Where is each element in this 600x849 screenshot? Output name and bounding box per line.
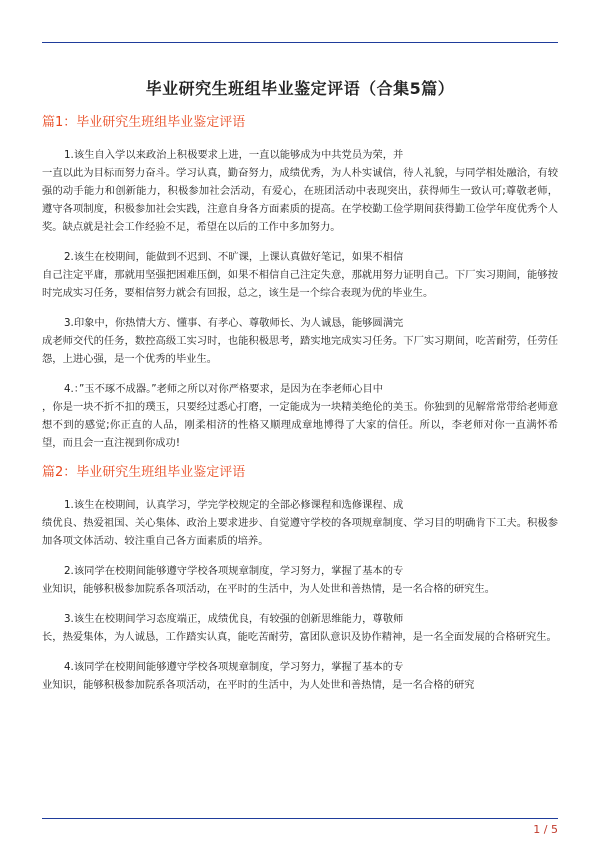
section-2-paragraph-2 <box>42 562 558 598</box>
paragraph-first-line: 1.该生在校期间，认真学习，学完学校规定的全部必修课程和选修课程、成 <box>64 499 404 511</box>
paragraph-body: 一直以此为目标而努力奋斗。学习认真，勤奋努力，成绩优秀，为人朴实诚信，待人礼貌，与同学相处融洽，有较强的动手能力和创新能力，积极参加社会活动，有爱心，在班团活动中表现突出，获得师生一致认可;尊敬老师，遵守各项制度，积极参加社会实践，注意自身各方面素质的提高。在学校勤工俭学期间获得勤工俭学年度优秀个人奖。缺点就是社会工作经验不足，希望在以后的工作中多加努力。 <box>42 167 558 233</box>
paragraph-first-line: 3.印象中，你热情大方、懂事、有孝心、尊敬师长、为人诚恳，能够圆满完 <box>64 317 404 329</box>
paragraph-first-line: 4.：”玉不琢不成器。”老师之所以对你严格要求，是因为在李老师心目中 <box>64 383 384 395</box>
paragraph-body: ，你是一块不折不扣的璞玉，只要经过悉心打磨，一定能成为一块精美绝伦的美玉。你独到的见解常常带给老师意想不到的感觉;你正直的人品，刚柔相济的性格又顺理成章地博得了大家的信任。所以，李老师对你一直满怀希望，而且会一直注视到你成功! <box>42 401 558 449</box>
section-1-heading: 篇1：毕业研究生班组毕业鉴定评语 <box>42 115 246 130</box>
section-1-paragraph-3 <box>42 314 558 368</box>
section-2-paragraph-4 <box>42 658 558 694</box>
section-2-paragraph-1 <box>42 496 558 550</box>
paragraph-first-line: 2.该同学在校期间能够遵守学校各项规章制度，学习努力，掌握了基本的专 <box>64 565 404 577</box>
page-number: 1 / 5 <box>533 823 558 836</box>
paragraph-body: 自己注定平庸，那就用坚强把困难压倒，如果不相信自己注定失意，那就用努力证明自己。下厂实习期间，能够按时完成实习任务，要相信努力就会有回报，总之，该生是一个综合表现为优的毕业生。 <box>42 269 558 299</box>
paragraph-first-line: 3.该生在校期间学习态度端正，成绩优良，有较强的创新思维能力，尊敬师 <box>64 613 404 625</box>
section-1-paragraph-2 <box>42 248 558 302</box>
paragraph-first-line: 4.该同学在校期间能够遵守学校各项规章制度，学习努力，掌握了基本的专 <box>64 661 404 673</box>
document-title: 毕业研究生班组毕业鉴定评语（合集5篇） <box>145 79 455 98</box>
paragraph-body: 长，热爱集体，为人诚恳，工作踏实认真，能吃苦耐劳，富团队意识及协作精神，是一名全面发展的合格研究生。 <box>42 631 557 643</box>
paragraph-body: 业知识，能够积极参加院系各项活动，在平时的生活中，为人处世和善热情，是一名合格的研究生。 <box>42 583 496 595</box>
section-2-paragraph-3 <box>42 610 558 646</box>
paragraph-first-line: 1.该生自入学以来政治上积极要求上进，一直以能够成为中共党员为荣，并 <box>64 149 404 161</box>
footer-rule <box>42 818 558 819</box>
paragraph-first-line: 2.该生在校期间，能做到不迟到、不旷课，上课认真做好笔记，如果不相信 <box>64 251 404 263</box>
section-1-paragraph-4 <box>42 380 558 452</box>
header-rule <box>42 42 558 43</box>
document-body <box>42 114 558 700</box>
paragraph-body: 绩优良、热爱祖国、关心集体、政治上要求进步、自觉遵守学校的各项规章制度、学习目的明确肯下工夫。积极参加各项文体活动、较注重自己各方面素质的培养。 <box>42 517 558 547</box>
section-2-heading: 篇2：毕业研究生班组毕业鉴定评语 <box>42 465 246 480</box>
paragraph-body: 成老师交代的任务，数控高级工实习时，也能积极思考，踏实地完成实习任务。下厂实习期间，吃苦耐劳，任劳任怨，上进心强，是一个优秀的毕业生。 <box>42 335 558 365</box>
paragraph-body: 业知识，能够积极参加院系各项活动，在平时的生活中，为人处世和善热情，是一名合格的研究 <box>42 679 475 691</box>
section-1-paragraph-1 <box>42 146 558 236</box>
